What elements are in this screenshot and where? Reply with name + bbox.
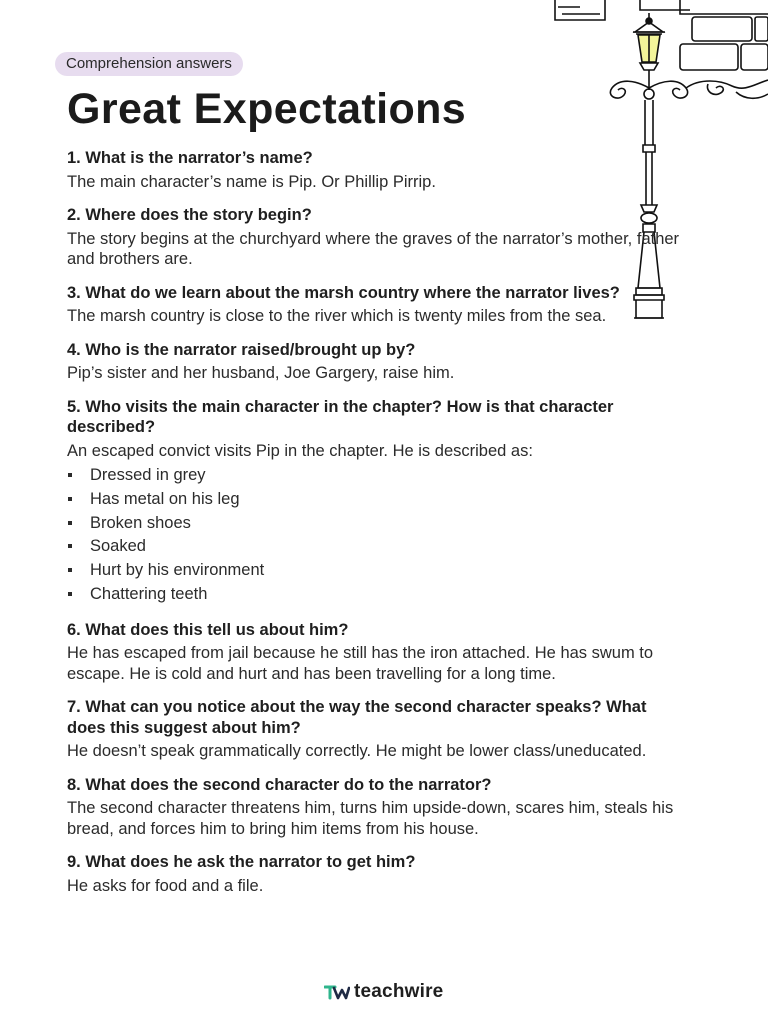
list-item-text: Soaked [90, 537, 146, 556]
question: 2. Where does the story begin? [67, 206, 312, 224]
answer: He doesn’t speak grammatically correctly. He might be lower class/uneducated. [67, 742, 647, 761]
list-item-text: Chattering teeth [90, 584, 208, 603]
question: 4. Who is the narrator raised/brought up by? [67, 340, 416, 359]
answer: He has escaped from jail because he still has the iron attached. He has swum to escape. He is cold and hurt and has been travelling for a long time. [67, 644, 654, 683]
qa-item-3 [67, 283, 687, 327]
answer: The main character’s name is Pip. Or Phillip Pirrip. [67, 172, 436, 191]
qa-item-6 [67, 620, 687, 685]
answer: The marsh country is close to the river which is twenty miles from the sea. [67, 307, 607, 325]
list-item [67, 535, 687, 559]
question: 3. What do we learn about the marsh country where the narrator lives? [67, 283, 620, 302]
bullet-icon [68, 568, 72, 572]
list-item [67, 583, 687, 607]
qa-item-8 [67, 775, 687, 840]
question: 8. What does the second character do to the narrator? [67, 775, 492, 794]
teachwire-logo-icon [324, 984, 350, 1000]
list-item [67, 464, 687, 488]
list-item-text: Broken shoes [90, 513, 191, 532]
category-badge: Comprehension answers [55, 52, 243, 76]
qa-item-2 [67, 205, 687, 270]
answer: Pip’s sister and her husband, Joe Gargery, raise him. [67, 364, 455, 382]
list-item [67, 488, 687, 512]
bullet-icon [68, 473, 72, 477]
qa-item-4 [67, 340, 687, 384]
qa-item-1 [67, 148, 687, 192]
qa-item-7 [67, 697, 687, 762]
bullet-icon [68, 497, 72, 501]
answer: He asks for food and a file. [67, 876, 264, 895]
page-title: Great Expectations [67, 85, 467, 133]
answer: An escaped convict visits Pip in the chapter. He is described as: [67, 441, 533, 460]
bullet-icon [68, 592, 72, 596]
bullet-icon [68, 521, 72, 525]
bullet-icon [68, 544, 72, 548]
qa-item-9 [67, 852, 687, 896]
question: 7. What can you notice about the way the second character speaks? What does this suggest about him? [67, 698, 647, 737]
list-item [67, 559, 687, 583]
qa-item-5 [67, 397, 687, 607]
question: 9. What does he ask the narrator to get him? [67, 853, 416, 872]
list-item [67, 512, 687, 536]
list-item-text: Hurt by his environment [90, 561, 265, 580]
question: 6. What does this tell us about him? [67, 620, 349, 639]
description-list [67, 464, 687, 607]
teachwire-logo[interactable] [324, 980, 443, 1004]
answer: The second character threatens him, turns him upside-down, scares him, steals his bread, and forces him to bring him items from his house. [67, 799, 674, 838]
answer: The story begins at the churchyard where the graves of the narrator’s mother, father and brothers are. [67, 229, 680, 268]
logo-text: teachwire [354, 981, 444, 1002]
question: 1. What is the narrator’s name? [67, 149, 313, 167]
question: 5. Who visits the main character in the chapter? How is that character described? [67, 397, 614, 436]
list-item-text: Has metal on his leg [90, 489, 240, 508]
qa-list [67, 148, 687, 909]
list-item-text: Dressed in grey [90, 466, 206, 484]
